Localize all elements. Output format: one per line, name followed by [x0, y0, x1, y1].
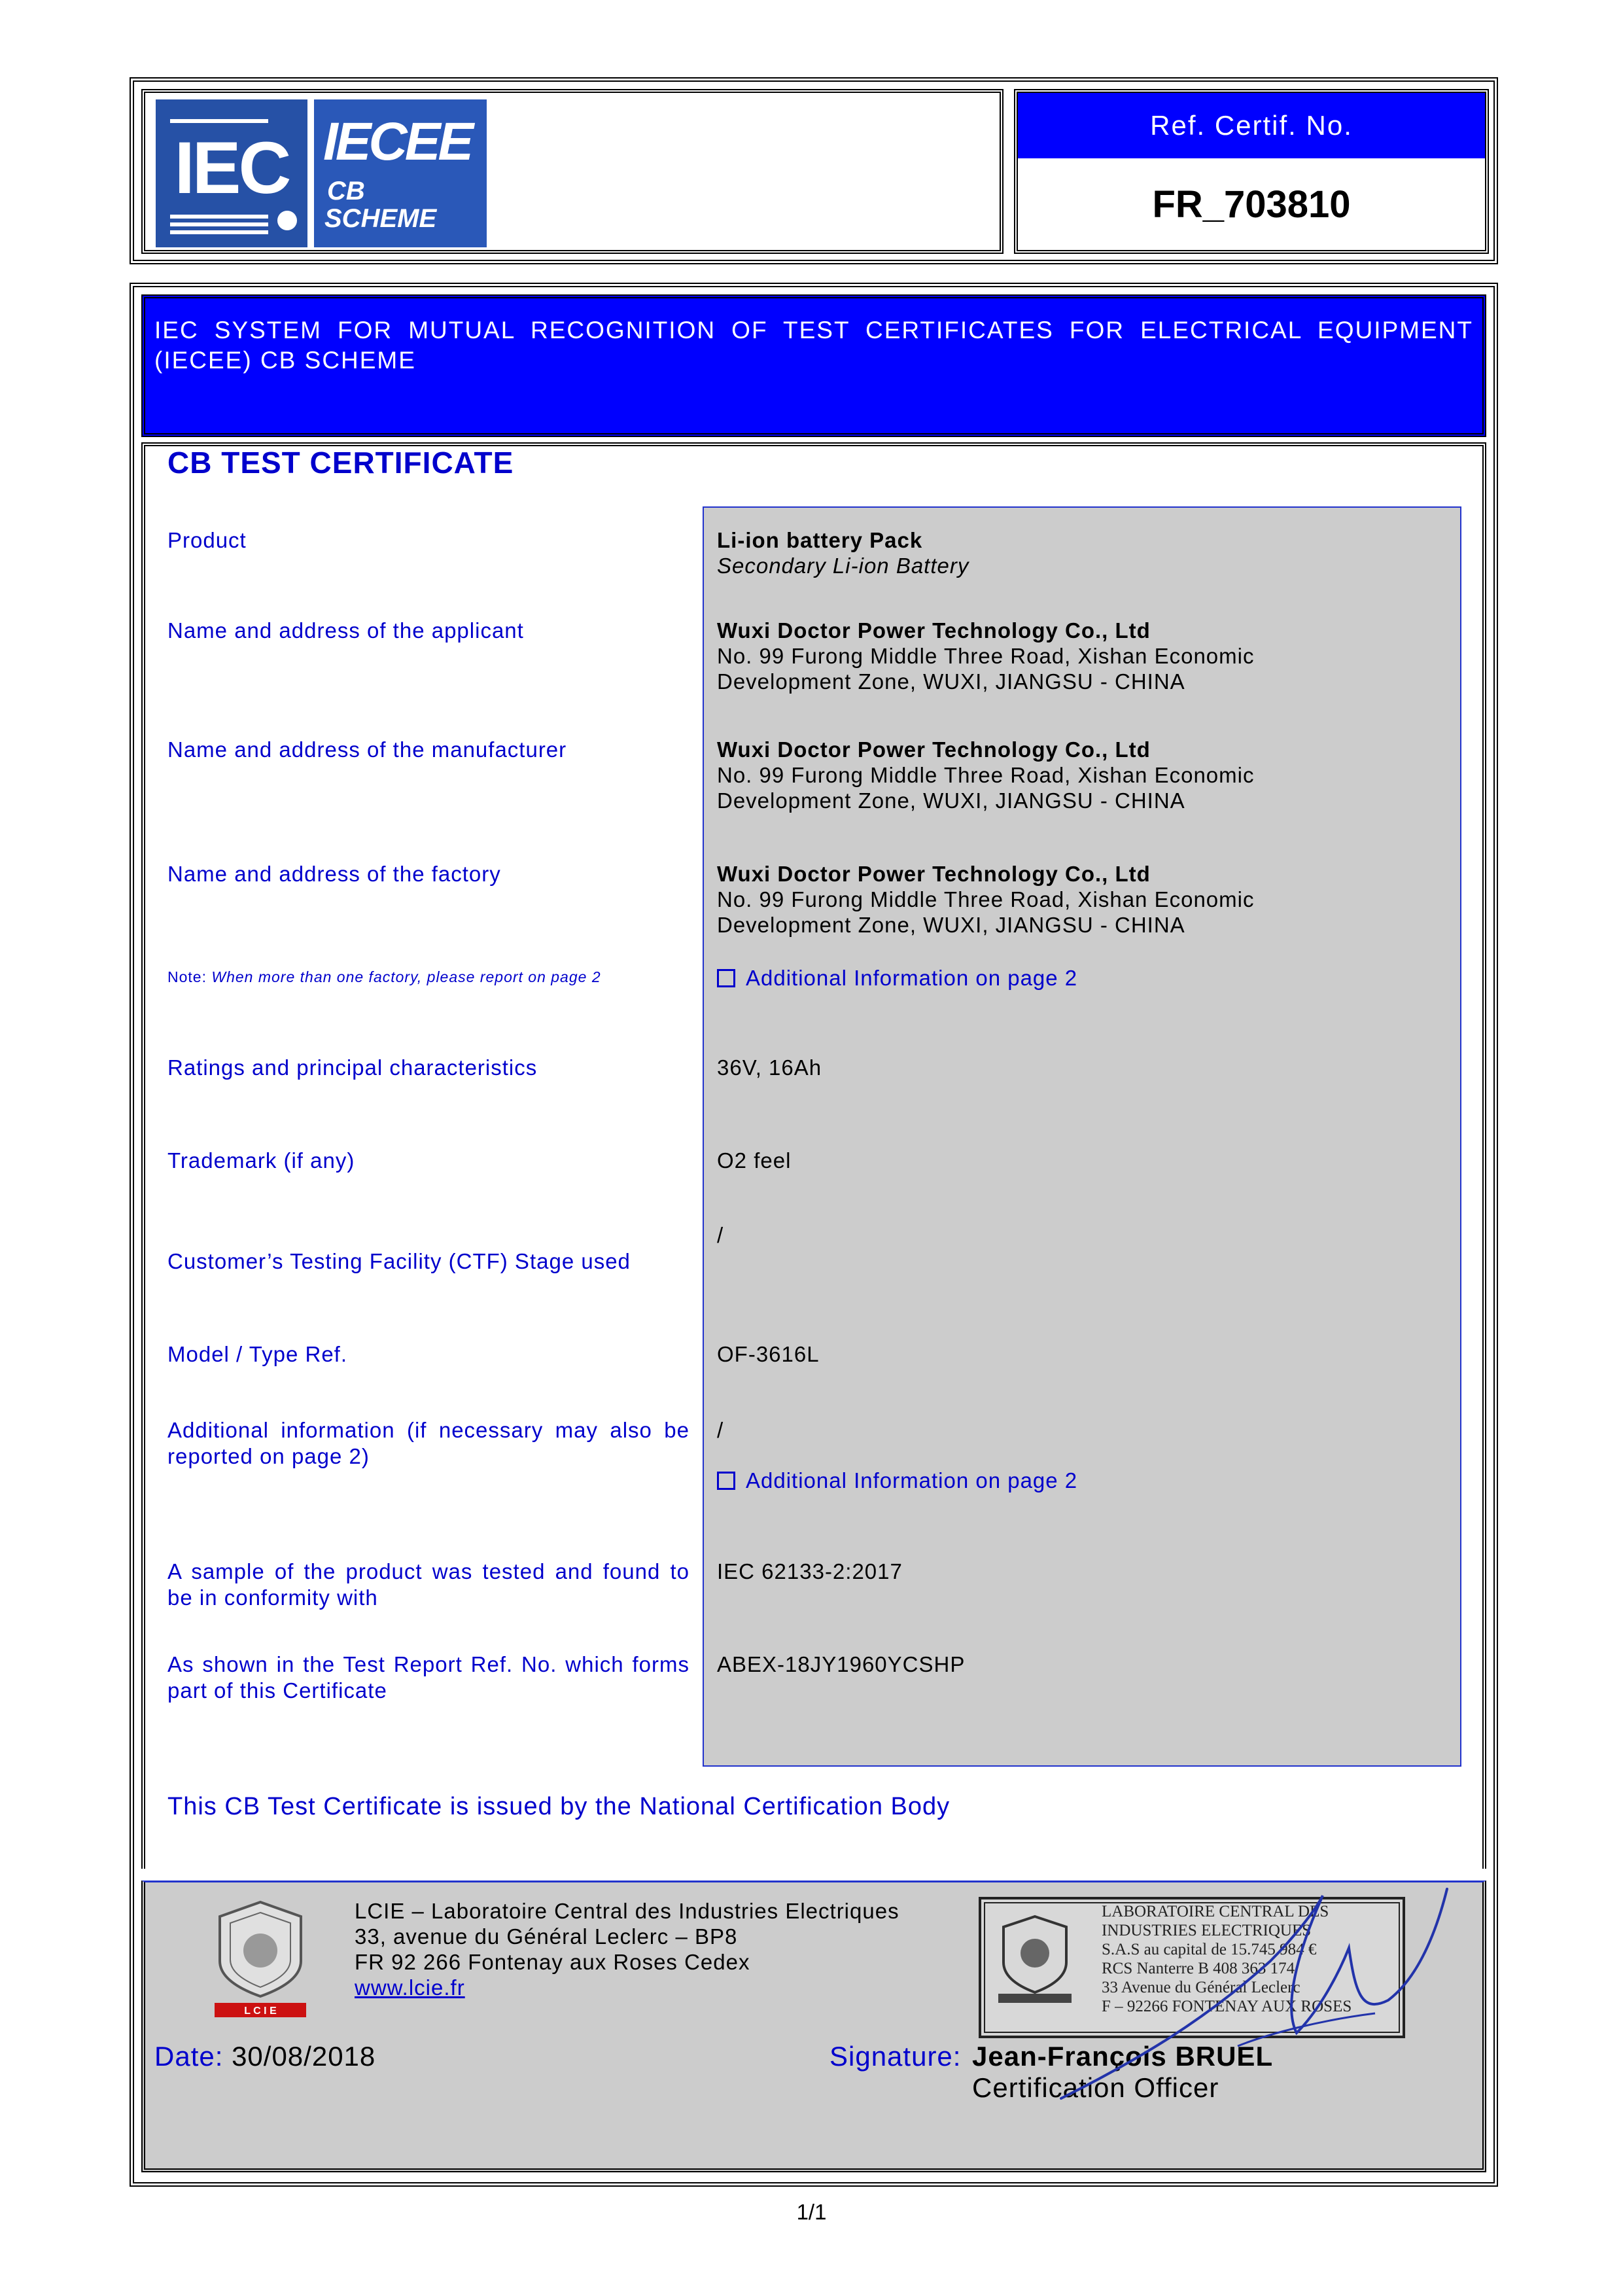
test-report-number: ABEX-18JY1960YCSHP: [717, 1652, 966, 1676]
ratings-value: 36V, 16Ah: [717, 1055, 822, 1080]
scheme-logo-text: SCHEME: [324, 204, 437, 233]
signer-name: Jean-François BRUEL: [972, 2041, 1274, 2072]
factory-address-line2: Development Zone, WUXI, JIANGSU - CHINA: [717, 913, 1185, 937]
scheme-banner: [141, 294, 1486, 437]
lcie-badge-text: L C I E: [244, 2005, 277, 2017]
additional-info-label: Additional information (if necessary may also be reported on page 2): [167, 1418, 689, 1468]
additional-info-value: /: [717, 1418, 724, 1442]
issued-by-statement: This CB Test Certificate is issued by the National Certification Body: [167, 1793, 951, 1820]
factory-name: Wuxi Doctor Power Technology Co., Ltd: [717, 862, 1151, 886]
applicant-address-line2: Development Zone, WUXI, JIANGSU - CHINA: [717, 669, 1185, 694]
trademark-label: Trademark (if any): [167, 1148, 355, 1173]
scheme-banner-text: IEC SYSTEM FOR MUTUAL RECOGNITION OF TEST CERTIFICATES FOR ELECTRICAL EQUIPMENT (IECEE) CB SCHEME: [154, 317, 1473, 374]
page-number: 1/1: [796, 2200, 827, 2224]
ctf-label: Customer’s Testing Facility (CTF) Stage used: [167, 1249, 631, 1273]
applicant-value: [717, 618, 1450, 694]
manufacturer-address-line2: Development Zone, WUXI, JIANGSU - CHINA: [717, 788, 1185, 813]
lab-address-line1: 33, avenue du Général Leclerc – BP8: [355, 1924, 738, 1949]
signer-title: Certification Officer: [972, 2072, 1219, 2103]
conformity-standard: IEC 62133-2:2017: [717, 1559, 903, 1583]
applicant-label: Name and address of the applicant: [167, 618, 524, 643]
handwritten-signature: [930, 1882, 1519, 2105]
additional-info-checkbox[interactable]: [717, 1468, 1077, 1493]
ctf-value: /: [717, 1223, 724, 1247]
factory-note-text: When more than one factory, please report on page 2: [211, 968, 601, 985]
lab-address-block: [355, 1898, 899, 2000]
date-value: 30/08/2018: [232, 2041, 376, 2072]
bureau-veritas-lcie-logo: [205, 1898, 315, 2020]
product-subtitle: Secondary Li-ion Battery: [717, 554, 969, 578]
additional-info-checkbox-label: Additional Information on page 2: [746, 1468, 1078, 1492]
manufacturer-label: Name and address of the manufacturer: [167, 737, 567, 762]
footer-panel: [141, 1881, 1486, 2172]
signature-label: Signature:: [829, 2041, 962, 2072]
factory-address-line1: No. 99 Furong Middle Three Road, Xishan Economic: [717, 887, 1255, 911]
factory-label: Name and address of the factory: [167, 862, 501, 886]
factory-note: [167, 968, 601, 986]
ratings-label: Ratings and principal characteristics: [167, 1055, 538, 1080]
lab-name: LCIE – Laboratoire Central des Industries Electriques: [355, 1899, 899, 1923]
applicant-address-line1: No. 99 Furong Middle Three Road, Xishan Economic: [717, 644, 1255, 668]
iecee-cb-scheme-logo: [314, 99, 487, 247]
applicant-name: Wuxi Doctor Power Technology Co., Ltd: [717, 618, 1151, 643]
checkbox-icon[interactable]: [717, 1472, 735, 1490]
ref-certif-label: Ref. Certif. No.: [1018, 93, 1485, 158]
factory-note-prefix: Note:: [167, 968, 212, 985]
test-report-label: As shown in the Test Report Ref. No. which forms part of this Certificate: [167, 1652, 689, 1703]
lab-website-link[interactable]: www.lcie.fr: [355, 1975, 465, 2000]
conformity-label: A sample of the product was tested and found to be in conformity with: [167, 1559, 689, 1610]
ref-certif-box: [1014, 89, 1489, 254]
date-label: Date:: [154, 2041, 224, 2072]
product-name: Li-ion battery Pack: [717, 528, 923, 552]
checkbox-icon[interactable]: [717, 969, 735, 987]
date-field: [154, 2041, 375, 2072]
certificate-title: CB TEST CERTIFICATE: [167, 446, 514, 480]
ref-certif-number: FR_703810: [1152, 183, 1351, 226]
product-value: [717, 527, 1450, 578]
product-label: Product: [167, 528, 247, 552]
factory-additional-info-label: Additional Information on page 2: [746, 966, 1078, 990]
model-value: OF-3616L: [717, 1342, 820, 1366]
stamp-text: LABORATOIRE CENTRAL DES INDUSTRIES ELECTRIQUES S.A.S au capital de 15.745.984 € RCS Nanterre B 408 363 174 33 Avenue du Général Leclerc F – 92266 FONTENAY AUX ROSES: [1102, 1903, 1352, 2015]
manufacturer-address-line1: No. 99 Furong Middle Three Road, Xishan Economic: [717, 763, 1255, 787]
logo-box: [141, 89, 1003, 254]
factory-value: [717, 861, 1450, 938]
iec-logo: [156, 99, 307, 247]
iecee-logo-text: IECEE: [323, 112, 472, 171]
trademark-value: O2 feel: [717, 1148, 792, 1173]
factory-additional-info-checkbox[interactable]: [717, 966, 1077, 991]
iec-logo-text: IEC: [174, 127, 289, 209]
model-label: Model / Type Ref.: [167, 1342, 348, 1366]
manufacturer-value: [717, 737, 1450, 813]
manufacturer-name: Wuxi Doctor Power Technology Co., Ltd: [717, 737, 1151, 762]
lab-address-line2: FR 92 266 Fontenay aux Roses Cedex: [355, 1950, 750, 1974]
cb-logo-text: CB: [327, 177, 365, 205]
